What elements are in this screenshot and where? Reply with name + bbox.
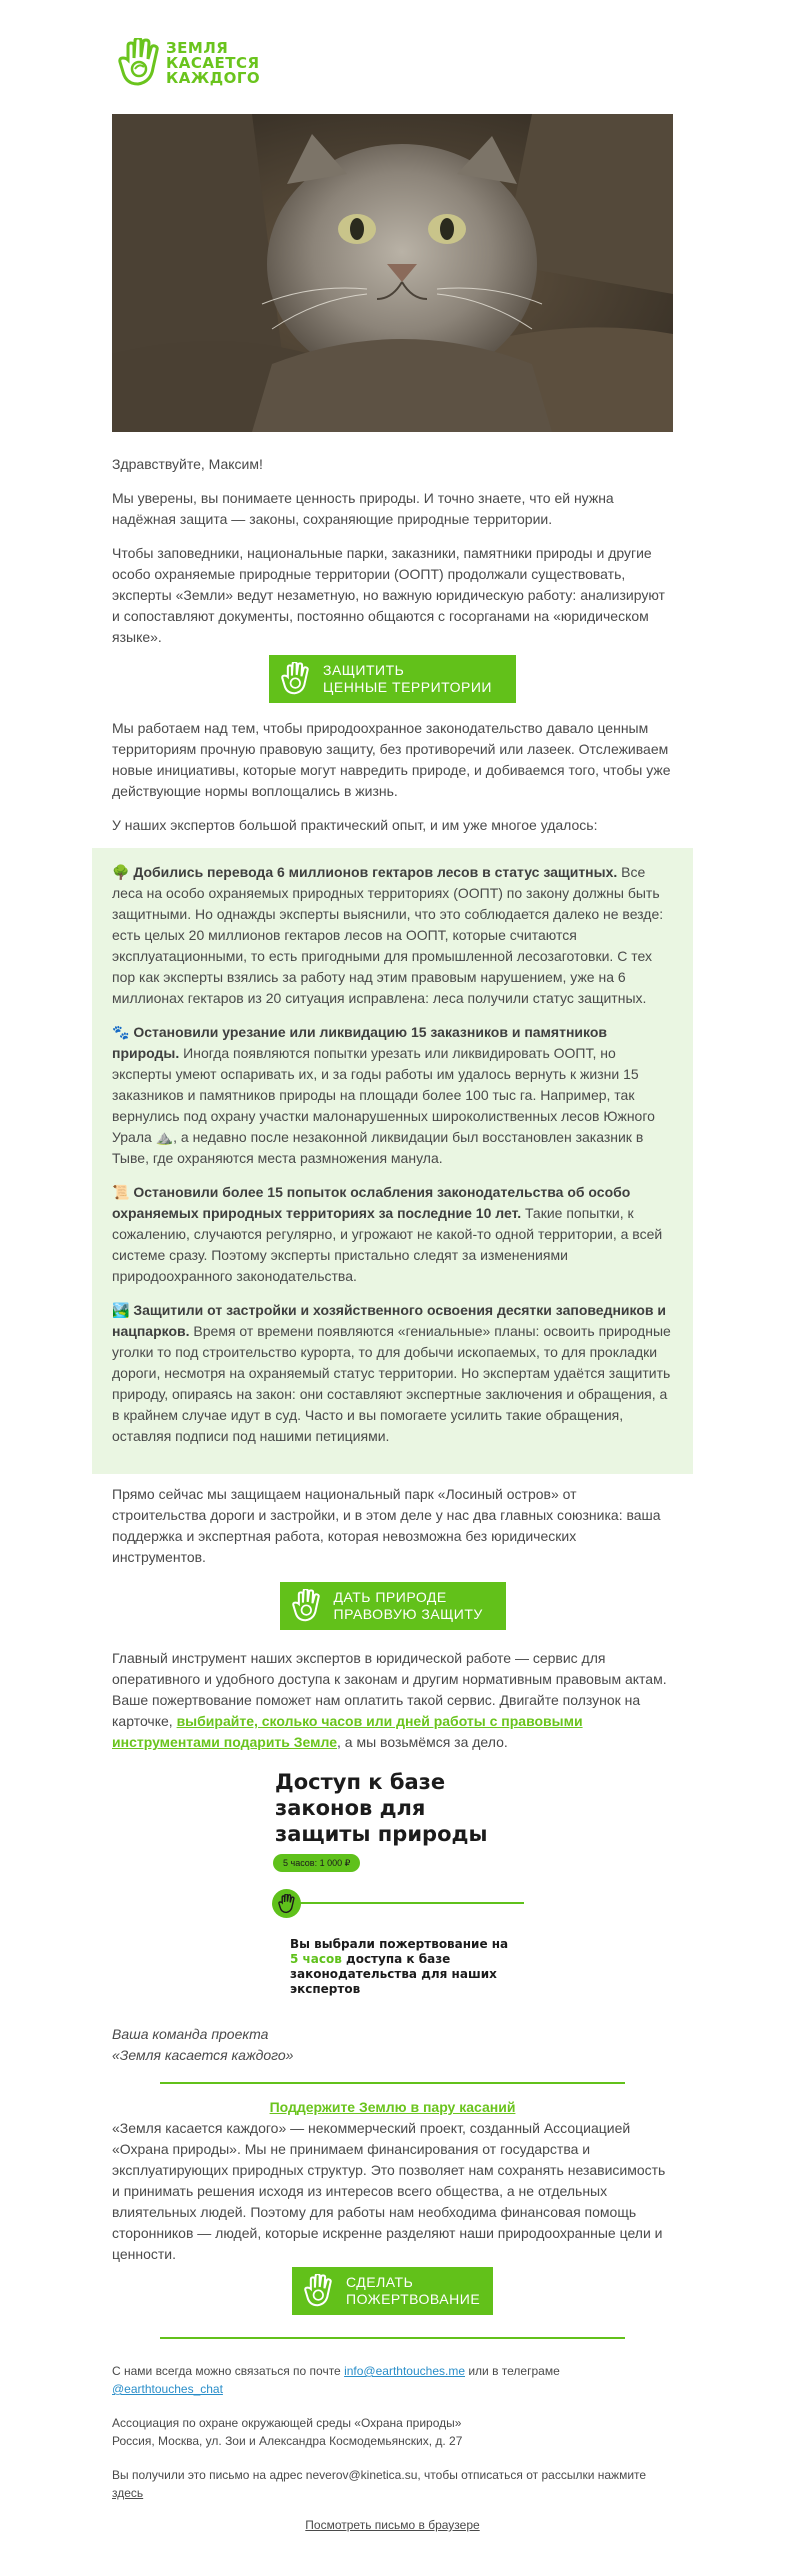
footer	[112, 2362, 673, 2534]
hand-leaf-icon	[278, 1894, 296, 1914]
email-link[interactable]: info@earthtouches.me	[344, 2364, 465, 2378]
intro-paragraph: Мы уверены, вы понимаете ценность природы. И точно знаете, что ей нужна надёжная защита — законы, сохраняющие природные территории.	[112, 490, 614, 527]
divider	[160, 2337, 625, 2339]
donate-button[interactable]: СДЕЛАТЬ ПОЖЕРТВОВАНИЕ	[292, 2267, 493, 2315]
widget-title: Доступ к базе законов для защиты природы	[275, 1770, 488, 1846]
middle-section	[112, 718, 673, 849]
contact-line: С нами всегда можно связаться по почте info@earthtouches.me или в телеграме @earthtouches_chat	[112, 2364, 560, 2396]
achievement-item: 🐾 Остановили урезание или ликвидацию 15 заказников и памятников природы. Иногда появляются попытки урезать или ликвидировать ООПТ, но эксперты умеют оспаривать их, и за годы работы им удалось вернуть к жизни 15 заказников и памятников природы на площади более 100 тыс га. Например, так вернулись под охрану участки малонарушенных широколиственных лесов Южного Урала ⛰️, а недавно после незаконной ликвидации был восстановлен заказник в Тыве, где охраняются места размножения манула.	[112, 1024, 655, 1166]
unsubscribe-link[interactable]: здесь	[112, 2486, 144, 2500]
intro-paragraph: Чтобы заповедники, национальные парки, заказники, памятники природы и другие особо охраняемые природные территории (ООПТ) продолжали существовать, эксперты «Земли» ведут незаметную, но важную юридическую работу: анализируют и сопоставляют документы, постоянно общаются с госорганами на «юридическом языке».	[112, 545, 665, 645]
slider-track[interactable]	[294, 1902, 524, 1904]
org-address: Ассоциация по охране окружающей среды «Охрана природы» Россия, Москва, ул. Зои и Александра Космодемьянских, д. 27	[112, 2416, 463, 2448]
telegram-link[interactable]: @earthtouches_chat	[112, 2382, 223, 2396]
hand-leaf-icon	[304, 2274, 334, 2308]
losiny-paragraph: Прямо сейчас мы защищаем национальный парк «Лосиный остров» от строительства дороги и застройки, и в этом деле у нас два главных союзника: ваша поддержка и экспертная работа, которая невозможна без юридических инструментов.	[112, 1486, 661, 1565]
brand-logo[interactable]	[118, 36, 268, 90]
body-paragraph: У наших экспертов большой практический опыт, и им уже многое удалось:	[112, 817, 598, 833]
divider	[160, 2082, 625, 2084]
view-in-browser-link[interactable]: Посмотреть письмо в браузере	[305, 2518, 480, 2532]
donation-choice-link[interactable]: выбирайте, сколько часов или дней работы с правовыми инструментами подарить Земле	[112, 1713, 583, 1750]
tool-paragraph: Главный инструмент наших экспертов в юридической работе — сервис для оперативного и удобного доступа к законам и другим нормативным правовым актам. Ваше пожертвование поможет нам оплатить такой сервис. Двигайте ползунок на карточке, выбирайте, сколько часов или дней работы с правовыми инструментами подарить Земле, а мы возьмёмся за дело.	[112, 1650, 667, 1750]
hero-image	[112, 114, 673, 432]
paw-icon: 🐾	[112, 1024, 130, 1040]
intro-section	[112, 454, 673, 661]
support-paragraph: «Земля касается каждого» — некоммерческий проект, созданный Ассоциацией «Охрана природы». Мы не принимаем финансирования от государства и эксплуатирующих природных структур. Это позволяет нам сохранять независимость и принимать решения исходя из интересов всего общества, а не отдельных влиятельных людей. Поэтому для работы нам необходима финансовая помощь сторонников — людей, которые искренне разделяют наши природоохранные цели и ценности.	[112, 2120, 666, 2262]
hand-leaf-icon	[281, 662, 311, 696]
unsubscribe-line: Вы получили это письмо на адрес neverov@kinetica.su, чтобы отписаться от рассылки нажмите здесь	[112, 2468, 647, 2500]
landscape-icon: 🏞️	[112, 1302, 130, 1318]
widget-summary: Вы выбрали пожертвование на 5 часов доступа к базе законодательства для наших экспертов	[290, 1937, 509, 1996]
achievement-item: 🌳 Добились перевода 6 миллионов гектаров лесов в статус защитных. Все леса на особо охраняемых природных территориях (ООПТ) по закону должны быть защитными. Но однажды эксперты выяснили, что это соблюдается далеко не везде: есть целых 20 миллионов гектаров лесов на ООПТ, которые считаются эксплуатационными, то есть пригодными для промышленной лесозаготовки. С тех пор как эксперты взялись за работу над этим правовым нарушением, уже на 6 миллионах гектаров из 20 ситуация исправлена: леса получили статус защитных.	[112, 864, 664, 1006]
slider-handle[interactable]	[272, 1889, 301, 1918]
legal-protection-button[interactable]: ДАТЬ ПРИРОДЕ ПРАВОВУЮ ЗАЩИТУ	[280, 1582, 506, 1630]
achievement-item: 🏞️ Защитили от застройки и хозяйственного освоения десятки заповедников и нацпарков. Время от времени появляются «гениальные» планы: освоить природные уголки то под строительство курорта, то для добычи ископаемых, то для прокладки дороги, несмотря на охраняемый статус территории. Но экспертам удаётся защитить природу, опираясь на закон: они составляют экспертные заключения и обращения, а в крайнем случае идут в суд. Часто и вы помогаете усилить такие обращения, оставляя подписи под нашими петициями.	[112, 1302, 671, 1444]
hand-leaf-icon	[118, 38, 162, 88]
tree-icon: 🌳	[112, 864, 130, 880]
achievement-item: 📜 Остановили более 15 попыток ослабления законодательства об особо охраняемых природных территориях за последние 10 лет. Такие попытки, к сожалению, случаются регулярно, и угрожают не какой-то одной территории, а всей системе сразу. Поэтому эксперты пристально следят за изменениями природоохранного законодательства.	[112, 1184, 663, 1284]
greeting: Здравствуйте, Максим!	[112, 456, 263, 472]
body-paragraph: Мы работаем над тем, чтобы природоохранное законодательство давало ценным территориям прочную правовую защиту, без противоречий или лазеек. Отслеживаем новые инициативы, которые могут навредить природе, и добиваемся того, чтобы уже действующие нормы воплощались в жизнь.	[112, 720, 671, 799]
protect-territories-button[interactable]: ЗАЩИТИТЬ ЦЕННЫЕ ТЕРРИТОРИИ	[269, 655, 516, 703]
support-link[interactable]: Поддержите Землю в пару касаний	[269, 2099, 516, 2115]
logo-text: ЗЕМЛЯ КАСАЕТСЯ КАЖДОГО	[166, 38, 261, 87]
amount-chip: 5 часов: 1 000 ₽	[273, 1854, 360, 1872]
scroll-icon: 📜	[112, 1184, 130, 1200]
donation-widget	[272, 1761, 524, 2014]
signature: Ваша команда проекта «Земля касается каждого»	[112, 2026, 294, 2063]
hand-leaf-icon	[292, 1589, 322, 1623]
achievements-box	[92, 848, 693, 1474]
